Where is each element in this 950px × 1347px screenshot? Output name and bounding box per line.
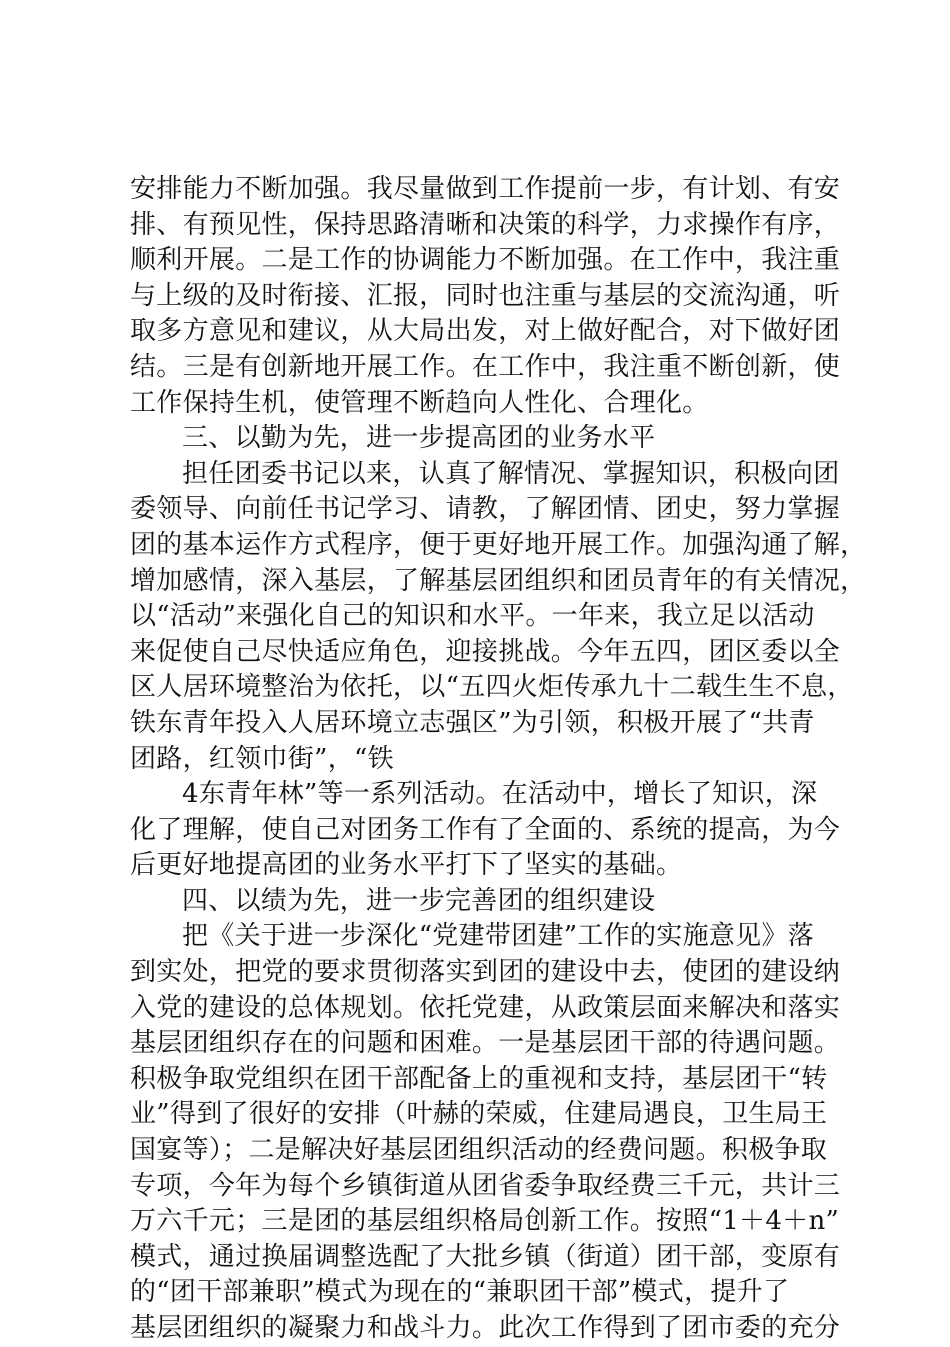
text-line: 团路，红领巾街”，“铁 xyxy=(130,743,394,774)
text-line: 万六千元；三是团的基层组织格局创新工作。按照“1＋4＋n” xyxy=(130,1206,840,1237)
text-line: 团的基本运作方式程序，便于更好地开展工作。加强沟通了解， xyxy=(130,529,867,560)
text-line: 到实处，把党的要求贯彻落实到团的建设中去，使团的建设纳 xyxy=(130,957,841,988)
text-line: 把《关于进一步深化“党建带团建”工作的实施意见》落 xyxy=(182,921,815,952)
text-line: 三、以勤为先，进一步提高团的业务水平 xyxy=(182,423,656,454)
text-line: 与上级的及时衔接、汇报，同时也注重与基层的交流沟通，听 xyxy=(130,280,841,311)
text-line: 四、以绩为先，进一步完善团的组织建设 xyxy=(182,885,656,916)
text-line: 委领导、向前任书记学习、请教，了解团情、团史，努力掌握 xyxy=(130,494,841,525)
document-body xyxy=(130,172,867,1347)
text-line: 担任团委书记以来，认真了解情况、掌握知识，积极向团 xyxy=(182,458,840,489)
text-line: 后更好地提高团的业务水平打下了坚实的基础。 xyxy=(130,850,683,881)
text-line: 基层团组织的凝聚力和战斗力。此次工作得到了团市委的充分 xyxy=(130,1313,841,1343)
text-line: 取多方意见和建议，从大局出发，对上做好配合，对下做好团 xyxy=(130,316,841,347)
text-line: 铁东青年投入人居环境立志强区”为引领，积极开展了“共青 xyxy=(130,707,815,738)
text-line: 业”得到了很好的安排（叶赫的荣威，住建局遇良，卫生局王 xyxy=(130,1099,828,1130)
text-line: 顺利开展。二是工作的协调能力不断加强。在工作中，我注重 xyxy=(130,245,841,276)
text-line: 结。三是有创新地开展工作。在工作中，我注重不断创新，使 xyxy=(130,351,841,382)
text-line: 工作保持生机，使管理不断趋向人性化、合理化。 xyxy=(130,387,709,418)
text-line: 来促使自己尽快适应角色，迎接挑战。今年五四，团区委以全 xyxy=(130,636,841,667)
text-line: 以“活动”来强化自己的知识和水平。一年来，我立足以活动 xyxy=(130,601,815,632)
text-line: 排、有预见性，保持思路清晰和决策的科学，力求操作有序， xyxy=(130,209,841,240)
text-line: 安排能力不断加强。我尽量做到工作提前一步，有计划、有安 xyxy=(130,174,841,204)
text-line: 的“团干部兼职”模式为现在的“兼职团干部”模式，提升了 xyxy=(130,1277,790,1308)
text-line: 国宴等）；二是解决好基层团组织活动的经费问题。积极争取 xyxy=(130,1135,828,1166)
text-line: 专项，今年为每个乡镇街道从团省委争取经费三千元，共计三 xyxy=(130,1170,841,1201)
text-line: 区人居环境整治为依托，以“五四火炬传承九十二载生生不息， xyxy=(130,672,854,703)
text-line: 增加感情，深入基层，了解基层团组织和团员青年的有关情况， xyxy=(130,565,867,596)
text-line: 4东青年林”等一系列活动。在活动中，增长了知识，深 xyxy=(182,779,818,810)
text-line: 入党的建设的总体规划。依托党建，从政策层面来解决和落实 xyxy=(130,992,841,1023)
text-line: 积极争取党组织在团干部配备上的重视和支持，基层团干“转 xyxy=(130,1063,828,1094)
text-line: 基层团组织存在的问题和困难。一是基层团干部的待遇问题。 xyxy=(130,1028,841,1059)
text-line: 化了理解，使自己对团务工作有了全面的、系统的提高，为今 xyxy=(130,814,841,845)
text-line: 模式，通过换届调整选配了大批乡镇（街道）团干部，变原有 xyxy=(130,1241,841,1272)
